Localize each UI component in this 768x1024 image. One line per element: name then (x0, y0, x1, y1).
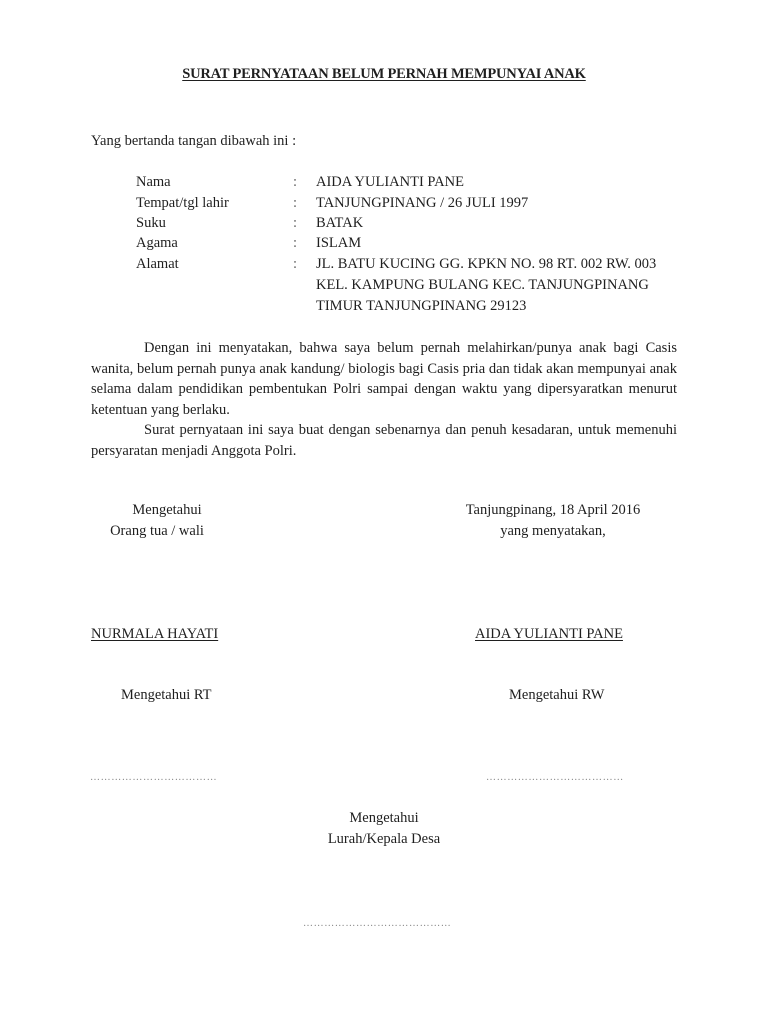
lurah-acknowledge-label: Mengetahui (349, 810, 419, 826)
field-label: Nama (136, 174, 171, 190)
lurah-signature-line: …………………………………… (303, 918, 452, 929)
declarant-role-label: yang menyatakan, (500, 523, 606, 539)
place-date: Tanjungpinang, 18 April 2016 (465, 502, 641, 518)
field-colon: : (293, 174, 298, 190)
field-label: Suku (136, 215, 166, 231)
field-value: JL. BATU KUCING GG. KPKN NO. 98 RT. 002 RW. 003 (316, 256, 657, 272)
field-row-nama (0, 174, 768, 194)
field-row-alamat (0, 256, 768, 276)
address-line-3 (0, 298, 768, 318)
rt-acknowledge-label: Mengetahui RT (121, 687, 212, 703)
address-line-2 (0, 277, 768, 297)
statement-paragraph: Dengan ini menyatakan, bahwa saya belum pernah melahirkan/punya anak bagi Casis wanita, belum pernah punya anak kandung/ biologis bagi Casis pria dan tidak akan mempunyai anak selama dalam pendidikan pembentukan Polri sampai dengan waktu yang dipersyaratkan menurut ketentuan yang berlaku. (91, 340, 677, 418)
parent-acknowledge-label: Mengetahui (132, 502, 202, 518)
field-row-tempat-tgl-lahir (0, 195, 768, 215)
lurah-role-label: Lurah/Kepala Desa (327, 831, 441, 847)
field-colon: : (293, 215, 298, 231)
closing-paragraph: Surat pernyataan ini saya buat dengan sebenarnya dan penuh kesadaran, untuk memenuhi persyaratan menjadi Anggota Polri. (91, 422, 677, 459)
field-row-agama (0, 235, 768, 255)
field-colon: : (293, 195, 298, 211)
document-title: SURAT PERNYATAAN BELUM PERNAH MEMPUNYAI ANAK (182, 66, 586, 82)
field-row-suku (0, 215, 768, 235)
field-colon: : (293, 235, 298, 251)
field-label: Agama (136, 235, 178, 251)
field-colon: : (293, 256, 298, 272)
field-value: BATAK (316, 215, 364, 231)
field-label: Tempat/tgl lahir (136, 195, 229, 211)
field-value: TIMUR TANJUNGPINANG 29123 (316, 298, 527, 314)
field-value: AIDA YULIANTI PANE (316, 174, 464, 190)
parent-name: NURMALA HAYATI (91, 626, 219, 642)
rt-signature-line: ……………………………… (90, 772, 218, 783)
field-value: TANJUNGPINANG / 26 JULI 1997 (316, 195, 529, 211)
field-value: KEL. KAMPUNG BULANG KEC. TANJUNGPINANG (316, 277, 649, 293)
intro-text: Yang bertanda tangan dibawah ini : (91, 133, 297, 149)
rw-signature-line: ………………………………… (486, 772, 624, 783)
field-value: ISLAM (316, 235, 362, 251)
field-label: Alamat (136, 256, 179, 272)
rw-acknowledge-label: Mengetahui RW (509, 687, 605, 703)
parent-role-label: Orang tua / wali (110, 523, 204, 539)
declarant-name: AIDA YULIANTI PANE (475, 626, 623, 642)
